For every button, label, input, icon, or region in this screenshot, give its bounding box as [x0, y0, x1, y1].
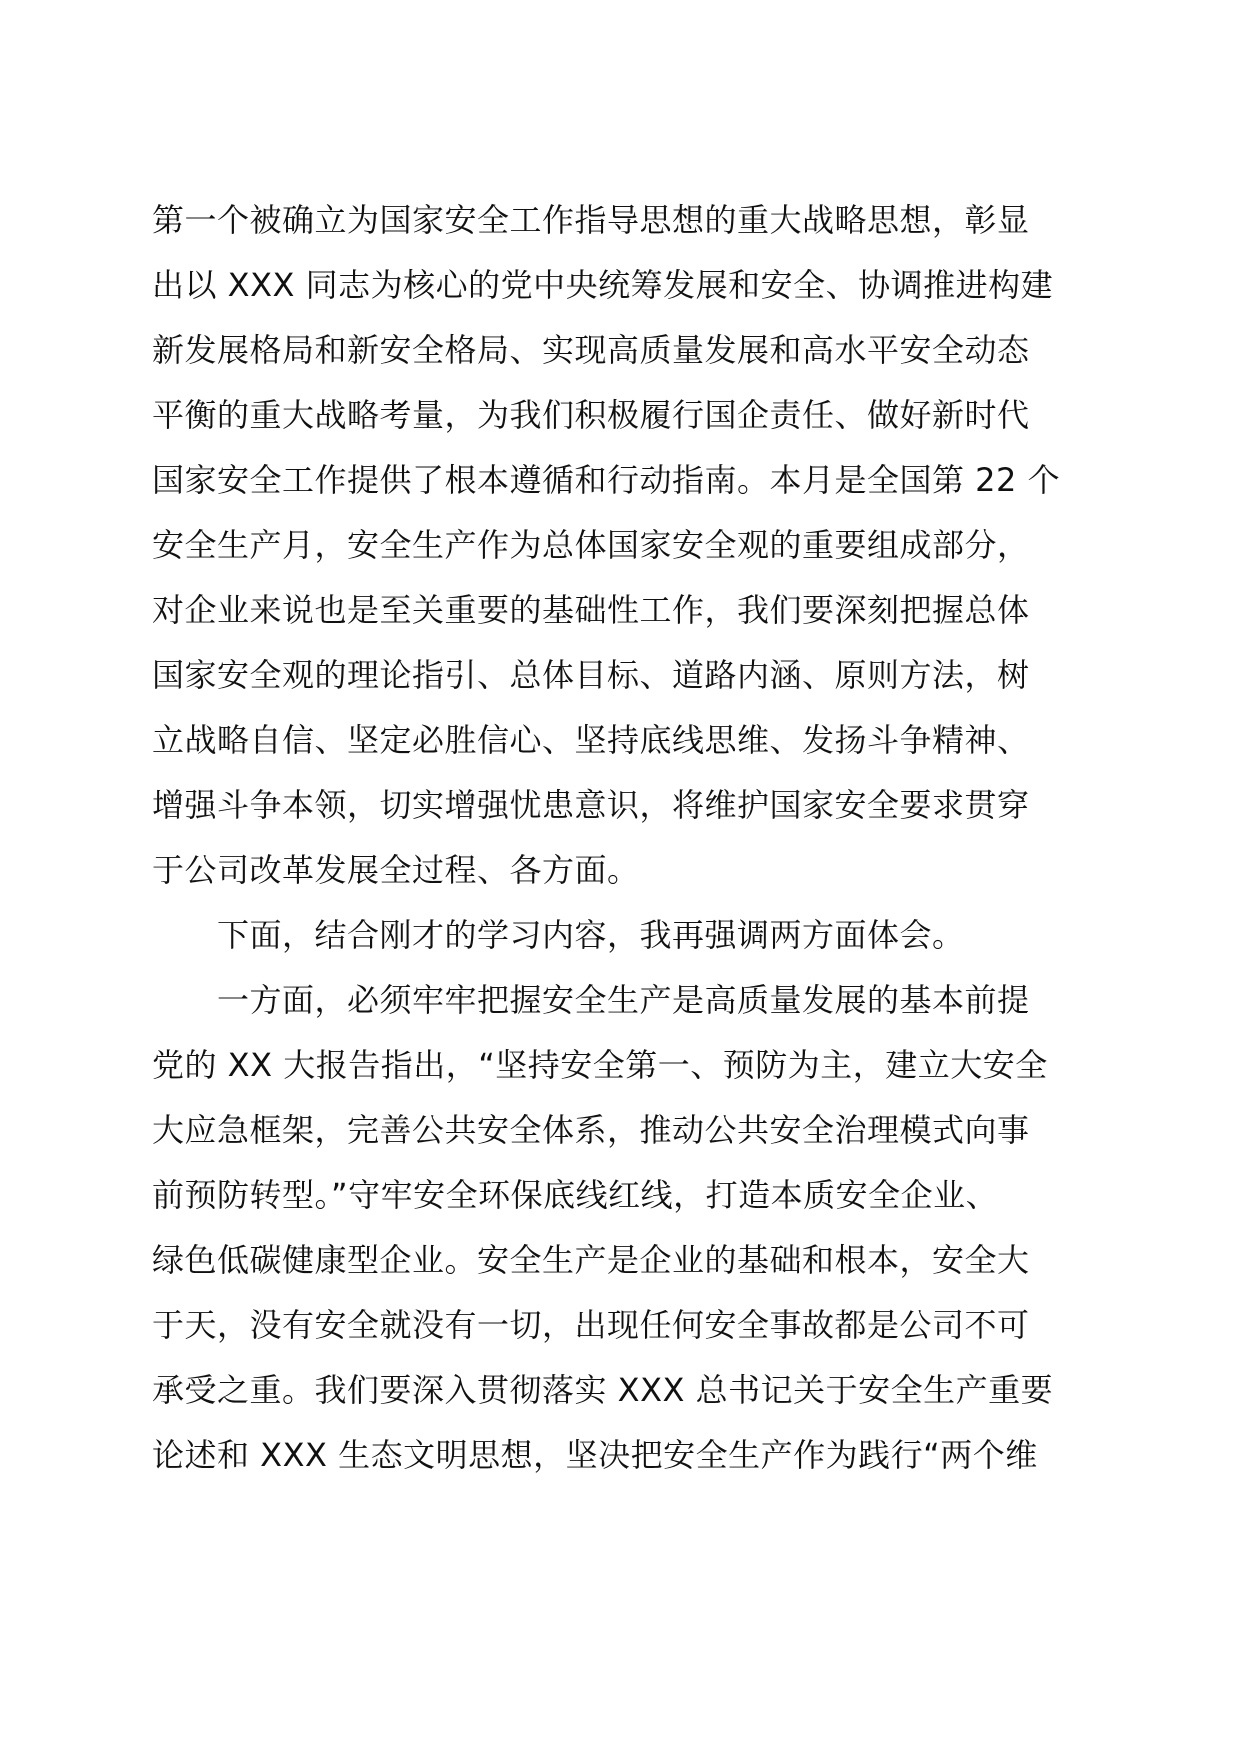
text-line: 前预防转型。”守牢安全环保底线红线，打造本质安全企业、 — [152, 1176, 999, 1214]
text-line: 于公司改革发展全过程、各方面。 — [152, 851, 640, 889]
text-line: 立战略自信、坚定必胜信心、坚持底线思维、发扬斗争精神、 — [152, 721, 1030, 759]
text-line: 承受之重。我们要深入贯彻落实 XXX 总书记关于安全生产重要 — [152, 1371, 1054, 1409]
text-line: 增强斗争本领，切实增强忧患意识，将维护国家安全要求贯穿 — [152, 786, 1030, 824]
text-line: 新发展格局和新安全格局、实现高质量发展和高水平安全动态 — [152, 331, 1030, 369]
text-line: 下面，结合刚才的学习内容，我再强调两方面体会。 — [152, 916, 965, 954]
text-line: 平衡的重大战略考量，为我们积极履行国企责任、做好新时代 — [152, 396, 1030, 434]
text-line: 论述和 XXX 生态文明思想，坚决把安全生产作为践行“两个维 — [152, 1436, 1038, 1474]
text-line: 一方面，必须牢牢把握安全生产是高质量发展的基本前提 — [152, 981, 1030, 1019]
text-line: 绿色低碳健康型企业。安全生产是企业的基础和根本，安全大 — [152, 1241, 1030, 1279]
body-text — [152, 188, 1092, 1488]
text-line: 国家安全工作提供了根本遵循和行动指南。本月是全国第 22 个 — [152, 461, 1061, 499]
text-line: 党的 XX 大报告指出，“坚持安全第一、预防为主，建立大安全 — [152, 1046, 1048, 1084]
text-line: 国家安全观的理论指引、总体目标、道路内涵、原则方法，树 — [152, 656, 1030, 694]
text-line: 对企业来说也是至关重要的基础性工作，我们要深刻把握总体 — [152, 591, 1030, 629]
text-line: 于天，没有安全就没有一切，出现任何安全事故都是公司不可 — [152, 1306, 1030, 1344]
text-line: 出以 XXX 同志为核心的党中央统筹发展和安全、协调推进构建 — [152, 266, 1054, 304]
text-line: 安全生产月，安全生产作为总体国家安全观的重要组成部分， — [152, 526, 1030, 564]
text-line: 第一个被确立为国家安全工作指导思想的重大战略思想，彰显 — [152, 201, 1030, 239]
text-line: 大应急框架，完善公共安全体系，推动公共安全治理模式向事 — [152, 1111, 1030, 1149]
